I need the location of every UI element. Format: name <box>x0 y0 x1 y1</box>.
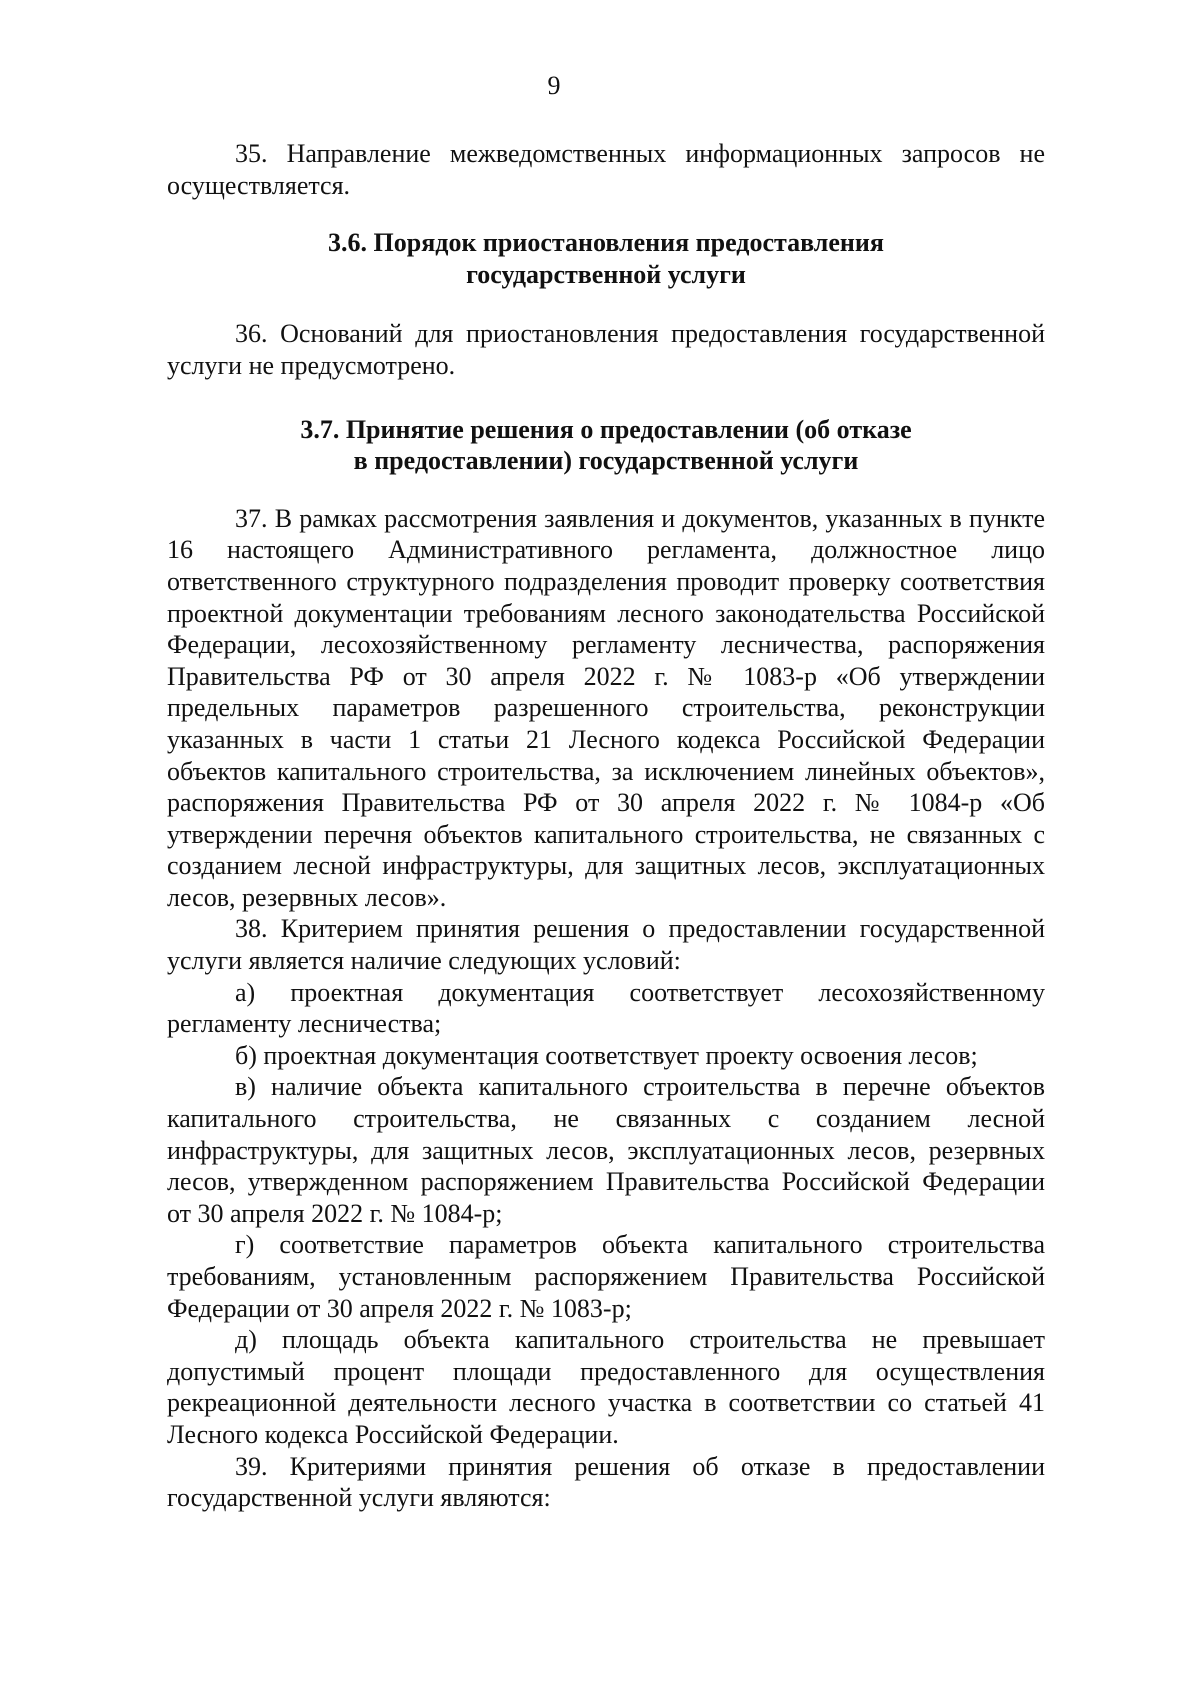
list-item-38g: г) соответствие параметров объекта капитального строительства требованиям, установленным распоряжением Правительства Российской Федерации от 30 апреля 2022 г. № 1083-р; <box>167 1230 1045 1323</box>
section-heading-line: 3.7. Принятие решения о предоставлении (об отказе <box>300 414 912 444</box>
list-item-38b: б) проектная документация соответствует проекту освоения лесов; <box>235 1040 978 1070</box>
page-number: 9 <box>547 71 561 100</box>
list-item-38d: д) площадь объекта капитального строительства не превышает допустимый процент площади предоставленного для осуществления рекреационной деятельности лесного участка в соответствии со статьей 41 Лесного кодекса Российской Федерации. <box>167 1325 1045 1449</box>
paragraph-37: 37. В рамках рассмотрения заявления и документов, указанных в пункте 16 настоящего Административного регламента, должностное лицо ответственного структурного подразделения проводит проверку соответствия проектной документации требованиям лесного законодательства Российской Федерации, лесохозяйственному регламенту лесничества, распоряжения Правительства РФ от 30 апреля 2022 г. № 1083-р «Об утверждении предельных параметров разрешенного строительства, реконструкции указанных в части 1 статьи 21 Лесного кодекса Российской Федерации объектов капитального строительства, за исключением линейных объектов», распоряжения Правительства РФ от 30 апреля 2022 г. № 1084-р «Об утверждении перечня объектов капитального строительства, не связанных с созданием лесной инфраструктуры, для защитных лесов, эксплуатационных лесов, резервных лесов». <box>167 503 1045 912</box>
paragraph-36: 36. Оснований для приостановления предоставления государственной услуги не предусмотрено. <box>167 319 1045 380</box>
section-heading-3-7 <box>167 414 1045 477</box>
spacer <box>167 477 1045 503</box>
section-heading-line: государственной услуги <box>466 259 746 289</box>
section-heading-line: 3.6. Порядок приостановления предоставления <box>328 228 884 258</box>
spacer <box>167 290 1045 318</box>
spacer <box>167 201 1045 227</box>
list-item-38a: а) проектная документация соответствует лесохозяйственному регламенту лесничества; <box>167 977 1045 1039</box>
paragraph-38: 38. Критерием принятия решения о предоставлении государственной услуги является наличие следующих условий: <box>167 914 1045 976</box>
paragraph-35: 35. Направление межведомственных информационных запросов не осуществляется. <box>167 139 1045 200</box>
section-heading-line: в предоставлении) государственной услуги <box>353 446 859 476</box>
spacer <box>167 382 1045 414</box>
paragraph-39: 39. Критериями принятия решения об отказе в предоставлении государственной услуги являются: <box>167 1451 1045 1513</box>
list-item-38v: в) наличие объекта капитального строительства в перечне объектов капитального строительства, не связанных с созданием лесной инфраструктуры, для защитных лесов, эксплуатационных лесов, резервных лесов, утвержденном распоряжением Правительства Российской Федерации от 30 апреля 2022 г. № 1084-р; <box>167 1072 1045 1228</box>
section-heading-3-6 <box>167 227 1045 290</box>
document-body <box>167 138 1045 1514</box>
